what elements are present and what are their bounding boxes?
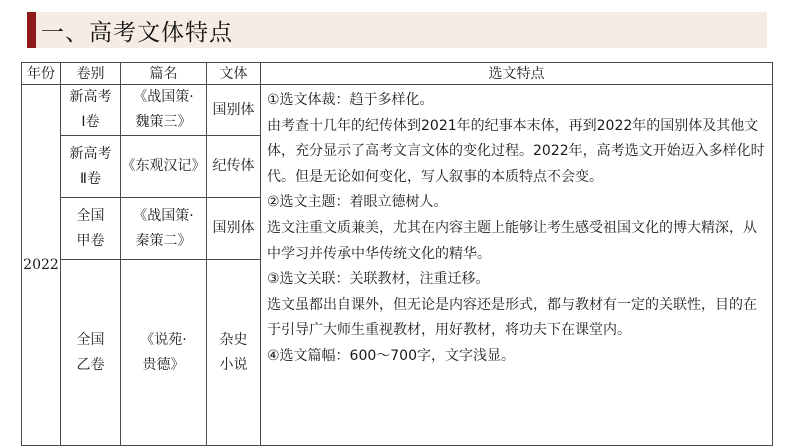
title-line: 《战国策· — [133, 89, 194, 105]
genre-cell — [207, 136, 261, 198]
section-title: 一、高考文体特点 — [41, 19, 233, 46]
title-line: 魏策三》 — [135, 114, 192, 130]
note-heading: ③选文关联：关联教材，注重迁移。 — [267, 271, 490, 288]
paper-cell — [61, 85, 121, 136]
paper-line: Ⅰ卷 — [81, 114, 100, 130]
title-line: 秦策二》 — [135, 232, 192, 249]
title-cell — [121, 136, 207, 198]
header-year: 年份 — [22, 63, 61, 85]
note-heading: ④选文篇幅：600～700字，文字浅显。 — [267, 347, 515, 364]
paper-line: 新高考 — [69, 145, 112, 162]
genre-cell — [207, 85, 261, 136]
notes-cell — [261, 85, 773, 446]
paper-line: 全国 — [76, 207, 105, 224]
genre-cell — [207, 260, 261, 446]
paper-line: 甲卷 — [76, 232, 105, 249]
genre-line: 纪传体 — [212, 158, 255, 174]
genre-line: 国别体 — [212, 101, 255, 118]
table-row — [22, 85, 773, 136]
genre-line: 小说 — [219, 356, 248, 373]
title-cell — [121, 260, 207, 446]
genre-cell — [207, 198, 261, 260]
header-notes: 选文特点 — [261, 63, 773, 85]
paper-line: 全国 — [76, 331, 105, 348]
title-line: 《说苑· — [140, 331, 187, 348]
genre-line: 国别体 — [212, 220, 255, 236]
paper-line: 乙卷 — [76, 356, 105, 373]
header-paper: 卷别 — [61, 63, 121, 85]
paper-cell — [61, 136, 121, 198]
exam-genre-table — [21, 62, 773, 446]
paper-cell — [61, 260, 121, 446]
paper-cell — [61, 198, 121, 260]
title-cell — [121, 85, 207, 136]
title-line: 《东观汉记》 — [121, 158, 206, 174]
note-body: 选文虽都出自课外，但无论是内容还是形式，都与教材有一定的关联性，目的在于引导广大师生重视教材，用好教材，将功夫下在课堂内。 — [267, 296, 757, 339]
note-heading: ①选文体裁：趋于多样化。 — [267, 92, 434, 108]
header-genre: 文体 — [207, 63, 261, 85]
section-title-bar — [27, 12, 767, 48]
title-line: 贵德》 — [142, 356, 185, 373]
title-accent-bar — [27, 12, 36, 48]
paper-line: Ⅱ卷 — [80, 170, 101, 187]
genre-line: 杂史 — [219, 331, 248, 348]
table-header-row — [22, 63, 773, 85]
note-body: 由考查十几年的纪传体到2021年的纪事本末体，再到2022年的国别体及其他文体，充分显示了高考文言文体的变化过程。2022年，高考选文开始迈入多样化时代。但是无论如何变化，写人叙事的本质特点不会变。 — [267, 117, 765, 185]
note-body: 选文注重文质兼美，尤其在内容主题上能够让考生感受祖国文化的博大精深，从中学习并传承中华传统文化的精华。 — [267, 219, 757, 262]
note-heading: ②选文主题：着眼立德树人。 — [267, 194, 448, 211]
title-line: 《战国策· — [133, 207, 194, 224]
title-cell — [121, 198, 207, 260]
header-title: 篇名 — [121, 63, 207, 85]
year-cell: 2022 — [22, 85, 61, 446]
paper-line: 新高考 — [69, 89, 112, 105]
